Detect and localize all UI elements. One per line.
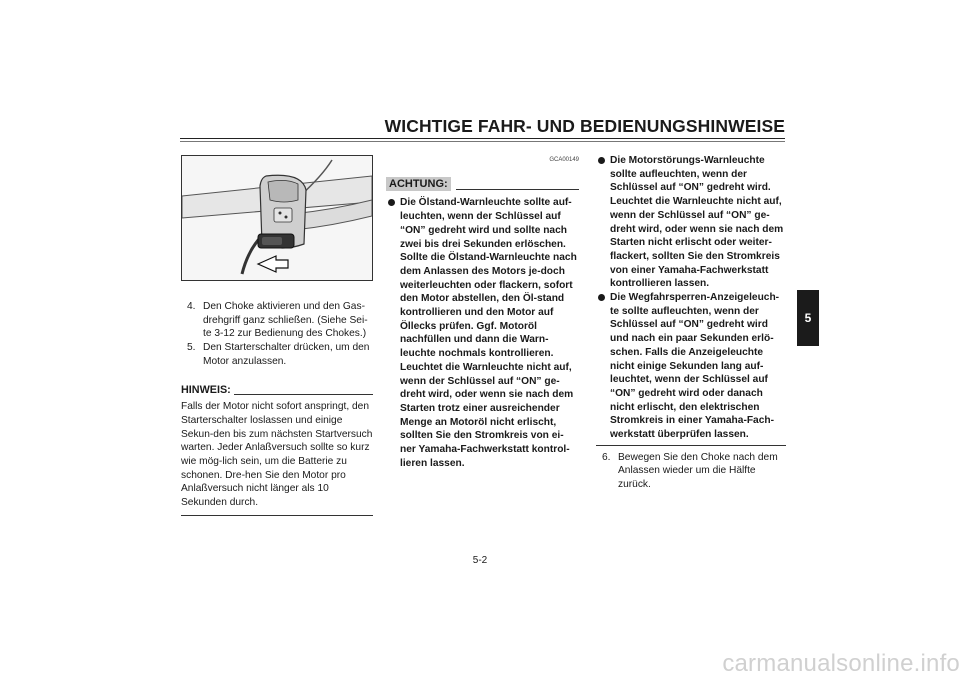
- step-number: 6.: [602, 451, 611, 463]
- list-item: [596, 154, 786, 291]
- list-item: [386, 196, 579, 470]
- hinweis-bottom-rule: [181, 515, 373, 516]
- header-rule: [180, 138, 785, 139]
- achtung-rule: [456, 189, 579, 190]
- hinweis-header: [181, 384, 373, 398]
- left-column: [181, 300, 373, 516]
- bullet-text: Die Motorstörungs-Warnleuchte sollte aufleuchten, wenn der Schlüssel auf “ON” gedreht wird. Leuchtet die Warnleuchte nicht auf, wenn der Schlüssel auf “ON” ge-dreht wird, oder wenn sie nach dem Starten nicht erlischt oder weiter-flackert, sollten Sie den Stromkreis von einer Yamaha-Fachwerkstatt kontrollieren lassen.: [610, 155, 784, 290]
- step-number: 5.: [187, 342, 196, 354]
- watermark: carmanualsonline.info: [722, 650, 960, 677]
- bullet-text: Die Ölstand-Warnleuchte sollte auf-leuchten, wenn der Schlüssel auf “ON” gedreht wird und sollte nach zwei bis drei Sekunden erlöschen. Sollte die Ölstand-Warnleuchte nach dem Anlassen des Motors je-doch weiterleuchten oder flackern, sofort den Motor abstellen, den Öl-stand kontrollieren und den Motor auf Öllecks prüfen. Ggf. Motoröl nachfüllen und dann die Warn-leuchte nochmals kontrollieren. Leuchtet die Warnleuchte nicht auf, wenn der Schlüssel auf “ON” ge-dreht wird, oder wenn sie nach dem Starten trotz einer ausreichender Menge an Motoröl nicht erlischt, sollten Sie den Stromkreis von ei-ner Yamaha-Fachwerkstatt kontrol-lieren lassen.: [400, 197, 577, 469]
- middle-column: [386, 154, 579, 470]
- step-number: 4.: [187, 301, 196, 312]
- page-number: 5-2: [472, 555, 488, 566]
- chapter-tab: 5: [797, 290, 819, 346]
- achtung-label: ACHTUNG:: [386, 177, 451, 192]
- step-6: [596, 451, 786, 492]
- hinweis-rule: [234, 394, 373, 395]
- hinweis-label: HINWEIS:: [181, 383, 231, 396]
- hinweis-text: Falls der Motor nicht sofort anspringt, den Starterschalter loslassen und einige Sekun-den bis zum nächsten Startversuch warten. Jeder Anlaßversuch sollte so kurz wie mög-lich sein, um die Batterie zu schonen. Dre-hen Sie den Motor pro Anlaßversuch nicht länger als 10 Sekunden durch.: [181, 401, 373, 509]
- list-item: [596, 291, 786, 442]
- achtung-bottom-rule: [596, 445, 786, 446]
- step-4: [181, 300, 373, 341]
- step-text: Bewegen Sie den Choke nach dem Anlassen wieder um die Hälfte zurück.: [618, 451, 778, 491]
- bullet-icon: [598, 157, 605, 164]
- bullet-icon: [388, 199, 395, 206]
- handlebar-switch-drawing: [182, 156, 372, 280]
- step-text: Den Starterschalter drücken, um den Motor anzulassen.: [203, 342, 370, 367]
- achtung-bullets: [386, 196, 579, 470]
- bullet-icon: [598, 294, 605, 301]
- header-rule-thin: [180, 141, 785, 142]
- page-title: WICHTIGE FAHR- UND BEDIENUNGSHINWEISE: [384, 116, 785, 136]
- handlebar-switch-illustration: [181, 155, 373, 281]
- achtung-header: [386, 177, 579, 192]
- step-text: Den Choke aktivieren und den Gas-drehgriff ganz schließen. (Siehe Sei-te 3-12 zur Bedienung des Chokes.): [203, 301, 368, 340]
- reference-code: GCA00149: [549, 157, 579, 163]
- step-5: [181, 341, 373, 368]
- right-column: [596, 154, 786, 492]
- bullet-text: Die Wegfahrsperren-Anzeigeleuch-te sollte aufleuchten, wenn der Schlüssel auf “ON” gedreht wird und nach ein paar Sekunden erlö-schen. Falls die Anzeigeleuchte nicht einige Sekunden lang auf-leuchtet, wenn der Schlüssel auf “ON” gedreht wird oder danach nicht erlischt, den elektrischen Stromkreis in einer Yamaha-Fach-werkstatt überprüfen lassen.: [610, 292, 780, 441]
